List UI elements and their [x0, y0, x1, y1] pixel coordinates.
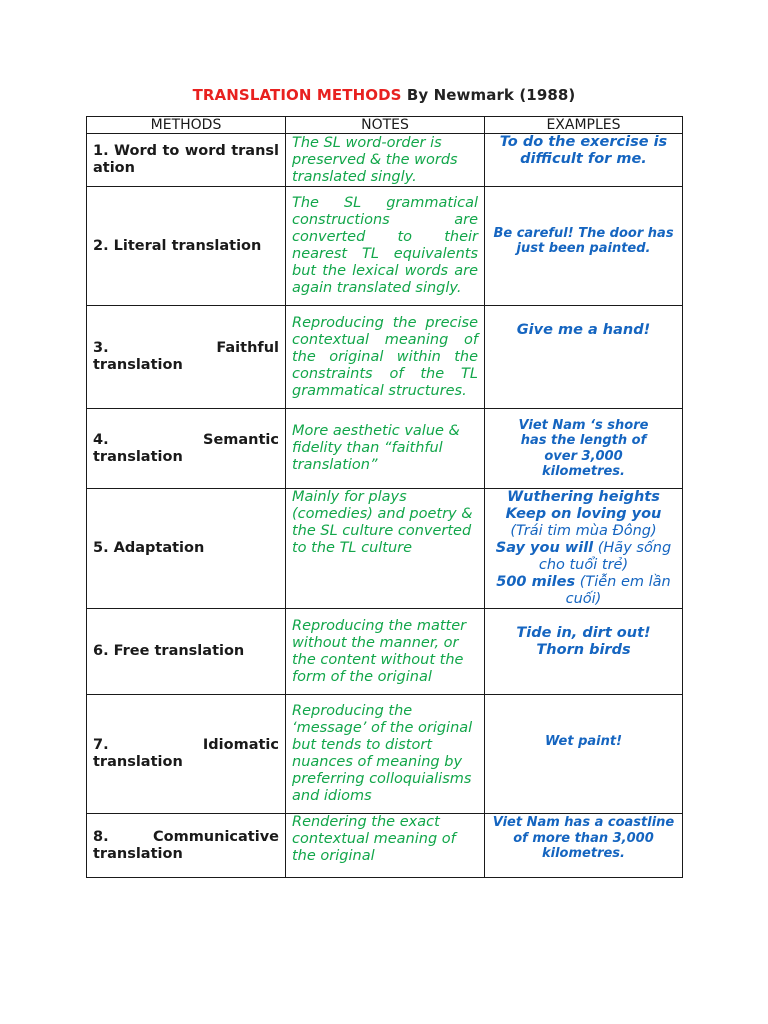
example-cell [485, 409, 683, 489]
table-header-row [87, 117, 683, 134]
example-cell [485, 187, 683, 306]
example-title: Say you will [495, 540, 594, 556]
example-cell [485, 489, 683, 609]
example-cell [485, 306, 683, 409]
example-cell [485, 134, 683, 187]
example-title: Keep on loving you [505, 506, 662, 522]
table-row [87, 409, 683, 489]
method-cell: 2. Literal translation [87, 187, 286, 306]
example-line [491, 506, 676, 523]
note-cell: More aesthetic value & fidelity than “faithful translation” [286, 409, 485, 489]
example-title: 500 miles [496, 574, 576, 590]
title-main: TRANSLATION METHODS [192, 86, 402, 104]
example-text: To do the exercise is difficult for me. [499, 134, 668, 167]
table-row [87, 134, 683, 187]
note-cell: The SL grammatical constructions are converted to their nearest TL equivalents but the lexical words are again translated singly. [286, 187, 485, 306]
note-cell: Reproducing the precise contextual meaning of the original within the constraints of the TL grammatical structures. [286, 306, 485, 409]
example-translation: (Hãy sống cho tuổi trẻ) [538, 540, 672, 573]
header-examples: EXAMPLES [485, 117, 683, 134]
table-row [87, 695, 683, 814]
note-cell: The SL word-order is preserved & the words translated singly. [286, 134, 485, 187]
method-cell: 7. Idiomatic translation [87, 695, 286, 814]
example-line [491, 540, 676, 574]
example-text: Be careful! The door has just been painted. [493, 225, 674, 256]
example-line [491, 489, 676, 506]
example-line [491, 574, 676, 608]
example-translation: (Tiễn em lần cuối) [565, 574, 671, 607]
table-row [87, 814, 683, 878]
note-cell: Mainly for plays (comedies) and poetry & the SL culture converted to the TL culture [286, 489, 485, 609]
header-notes: NOTES [286, 117, 485, 134]
note-cell: Reproducing the ‘message’ of the original but tends to distort nuances of meaning by preferring colloquialisms and idioms [286, 695, 485, 814]
method-cell: 6. Free translation [87, 609, 286, 695]
table-row [87, 306, 683, 409]
example-cell [485, 609, 683, 695]
table-row [87, 187, 683, 306]
table-row [87, 489, 683, 609]
method-line: 3. Faithful [93, 340, 279, 356]
example-text: Viet Nam has a coastline of more than 3,000 kilometres. [492, 815, 675, 861]
example-cell [485, 695, 683, 814]
note-cell: Reproducing the matter without the manner, or the content without the form of the original [286, 609, 485, 695]
method-cell: 5. Adaptation [87, 489, 286, 609]
example-text: Give me a hand! [516, 322, 651, 338]
table-row [87, 609, 683, 695]
example-translation: (Trái tim mùa Đông) [510, 523, 657, 539]
example-cell [485, 814, 683, 878]
title-author: By Newmark (1988) [401, 86, 576, 104]
method-line: translation [93, 357, 183, 373]
method-cell: 1. Word to word translation [87, 134, 286, 187]
example-text: Viet Nam ‘s shore has the length of over 3,000 kilometres. [518, 417, 649, 479]
document-title [0, 86, 768, 104]
method-cell: 8. Communicative translation [87, 814, 286, 878]
method-cell [87, 409, 286, 489]
example-text: Wet paint! [545, 733, 622, 749]
example-text: Tide in, dirt out! [516, 625, 651, 641]
example-title: Wuthering heights [507, 489, 660, 505]
method-line: 4. Semantic [93, 431, 279, 448]
example-line [491, 523, 676, 540]
example-text: Thorn birds [536, 642, 631, 658]
translation-methods-table [86, 116, 683, 878]
note-cell: Rendering the exact contextual meaning of the original [286, 814, 485, 878]
header-methods: METHODS [87, 117, 286, 134]
method-line: translation [93, 448, 183, 465]
method-cell [87, 306, 286, 409]
